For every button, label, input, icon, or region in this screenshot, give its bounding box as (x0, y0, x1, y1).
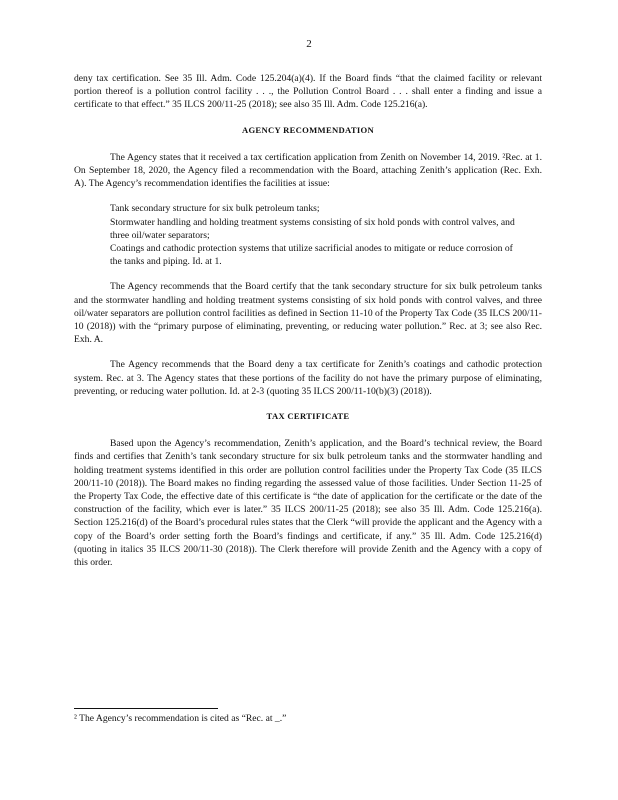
tax-certificate-paragraph: Based upon the Agency’s recommendation, Zenith’s application, and the Board’s technical review, the Board finds and certifies that Zenith’s tank secondary structure for six bulk petroleum tanks and the stormwater handling and holding treatment systems identified in this order are pollution control facilities under the Property Tax Code (35 ILCS 200/11-10 (2018)). The Board makes no finding regarding the assessed value of those facilities. Under Section 11-25 of the Property Tax Code, the effective date of this certificate is “the date of application for the certificate or the date of the construction of the facility, which ever is later.” 35 ILCS 200/11-25 (2018); see also 35 Ill. Adm. Code 125.216(a). Section 125.216(d) of the Board’s procedural rules states that the Clerk “will provide the applicant and the Agency with a copy of the Board’s order setting forth the Board’s findings and certificate, if any.” 35 Ill. Adm. Code 125.216(d) (quoting in italics 35 ILCS 200/11-30 (2018)). The Clerk therefore will provide Zenith and the Agency with a copy of this order. (74, 438, 542, 569)
tax-certificate-heading: TAX CERTIFICATE (266, 411, 350, 422)
page-number: 2 (306, 38, 312, 50)
intro-paragraph: deny tax certification. See 35 Ill. Adm. Code 125.204(a)(4). If the Board finds “that the claimed facility or relevant portion thereof is a pollution control facility . . ., the Pollution Control Board . . . shall enter a finding and issue a certificate to that effect.” 35 ILCS 200/11-25 (2018); see also 35 Ill. Adm. Code 125.216(a). (74, 73, 542, 111)
quote-line-coatings: Coatings and cathodic protection systems that utilize sacrificial anodes to mitigate or reduce corrosion of the tanks and piping. Id. at 1. (110, 243, 513, 268)
quote-line-tank: Tank secondary structure for six bulk petroleum tanks; (110, 203, 320, 215)
document-body (74, 72, 542, 581)
agency-paragraph-3: The Agency recommends that the Board deny a tax certificate for Zenith’s coatings and cathodic protection system. Rec. at 3. The Agency states that these portions of the facility do not have the primary purpose of eliminating, preventing, or reducing water pollution. Id. at 2-3 (quoting 35 ILCS 200/11-10(b)(3) (2018)). (74, 359, 542, 397)
quote-line-stormwater: Stormwater handling and holding treatment systems consisting of six hold ponds with control valves, and three oil/water separators; (110, 216, 515, 241)
footnote: ² The Agency’s recommendation is cited as “Rec. at _.” (74, 713, 287, 724)
agency-paragraph-1: The Agency states that it received a tax certification application from Zenith on November 14, 2019. ²Rec. at 1. On September 18, 2020, the Agency filed a recommendation with the Board, attaching Zenith’s application (Rec. Exh. A). The Agency’s recommendation identifies the facilities at issue: (74, 151, 542, 190)
agency-paragraph-2: The Agency recommends that the Board certify that the tank secondary structure for six bulk petroleum tanks and the stormwater handling and holding treatment systems consisting of six hold ponds with control valves, and three oil/water separators are pollution control facilities as defined in Section 11-10 of the Property Tax Code (35 ILCS 200/11-10 (2018)) with the “primary purpose of eliminating, preventing, or reducing water pollution.” Rec. at 3; see also Rec. Exh. A. (74, 281, 542, 346)
agency-recommendation-heading: AGENCY RECOMMENDATION (241, 124, 375, 135)
footnote-divider (74, 708, 218, 709)
facilities-quote (110, 202, 520, 268)
